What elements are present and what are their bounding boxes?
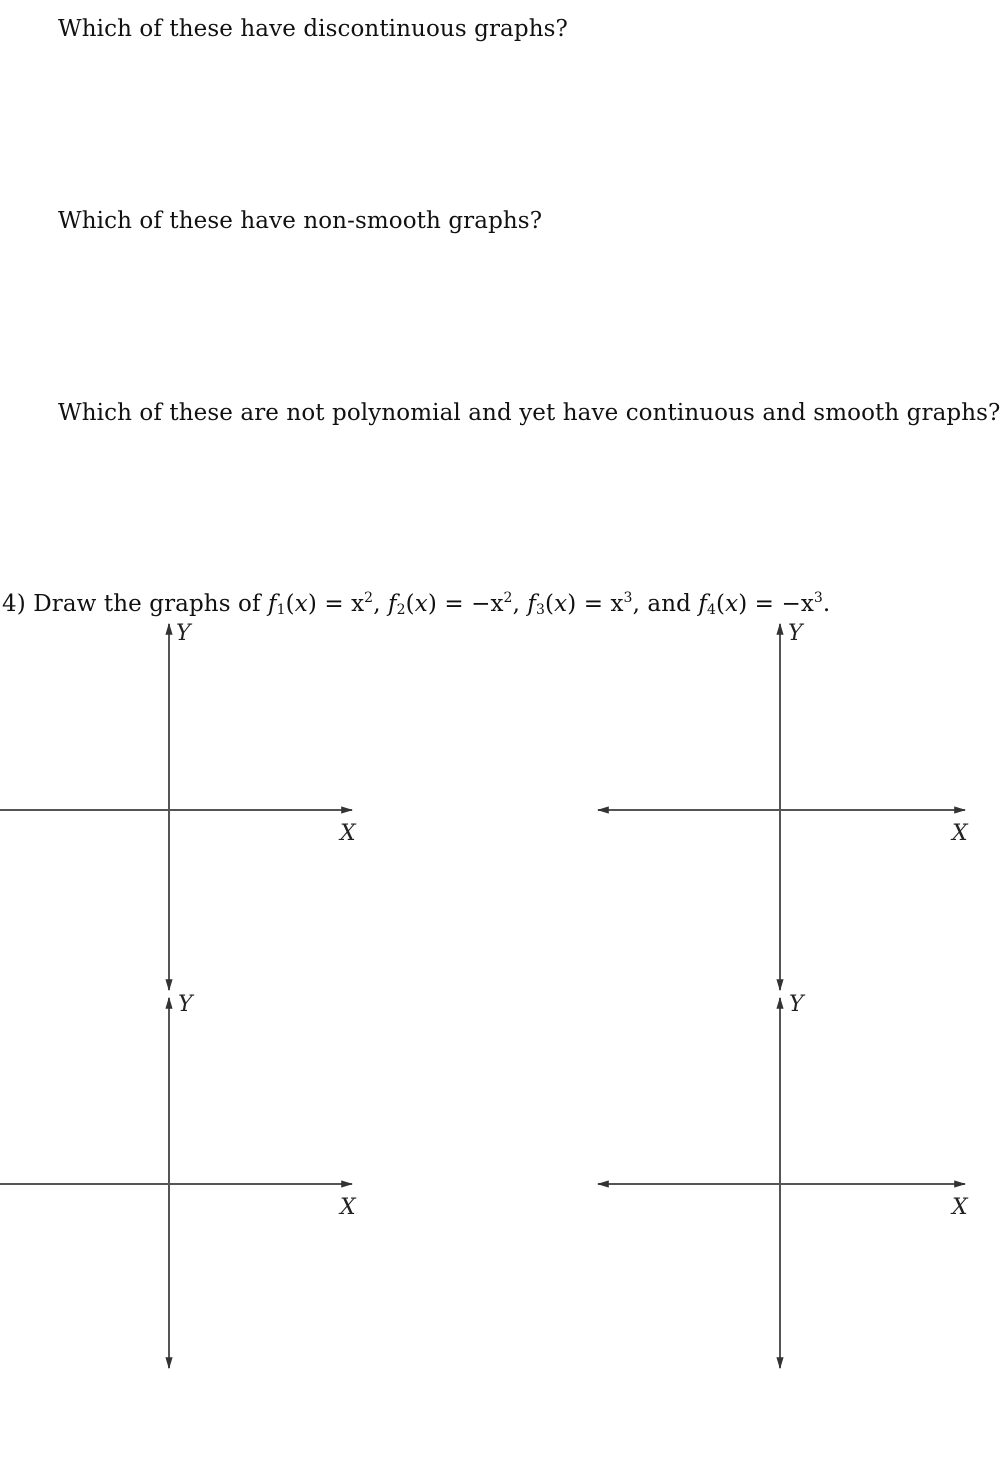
f2-expression: $f_2(x) = -x^2$,	[388, 590, 520, 618]
problem-number: 4)	[2, 591, 26, 617]
axes-bottom-right	[598, 992, 969, 1368]
f3-expression: $f_3(x) = x^3$,	[527, 590, 640, 618]
y-axis-label: Y	[178, 992, 193, 1017]
x-axis-label: X	[952, 1195, 968, 1220]
x-axis-label: X	[340, 821, 356, 846]
f4-expression: $f_4(x) = -x^3$.	[698, 590, 831, 618]
axes-bottom-left	[0, 992, 357, 1368]
y-axis-label: Y	[788, 621, 803, 646]
question-continuous-smooth: Which of these are not polynomial and yet have continuous and smooth graphs?	[58, 400, 1001, 426]
f1-expression: $f_1(x) = x^2$,	[268, 590, 381, 618]
question-non-smooth: Which of these have non-smooth graphs?	[58, 208, 543, 234]
y-axis-label: Y	[789, 992, 804, 1017]
axes-top-left	[0, 621, 357, 990]
axes-top-right	[598, 621, 969, 990]
y-axis-label: Y	[176, 621, 191, 646]
problem-lead: Draw the graphs of	[33, 591, 261, 617]
x-axis-label: X	[952, 821, 968, 846]
x-axis-label: X	[340, 1195, 356, 1220]
and-word: and	[647, 591, 691, 617]
problem-4-statement	[2, 590, 830, 618]
question-discontinuous: Which of these have discontinuous graphs?	[58, 16, 568, 42]
